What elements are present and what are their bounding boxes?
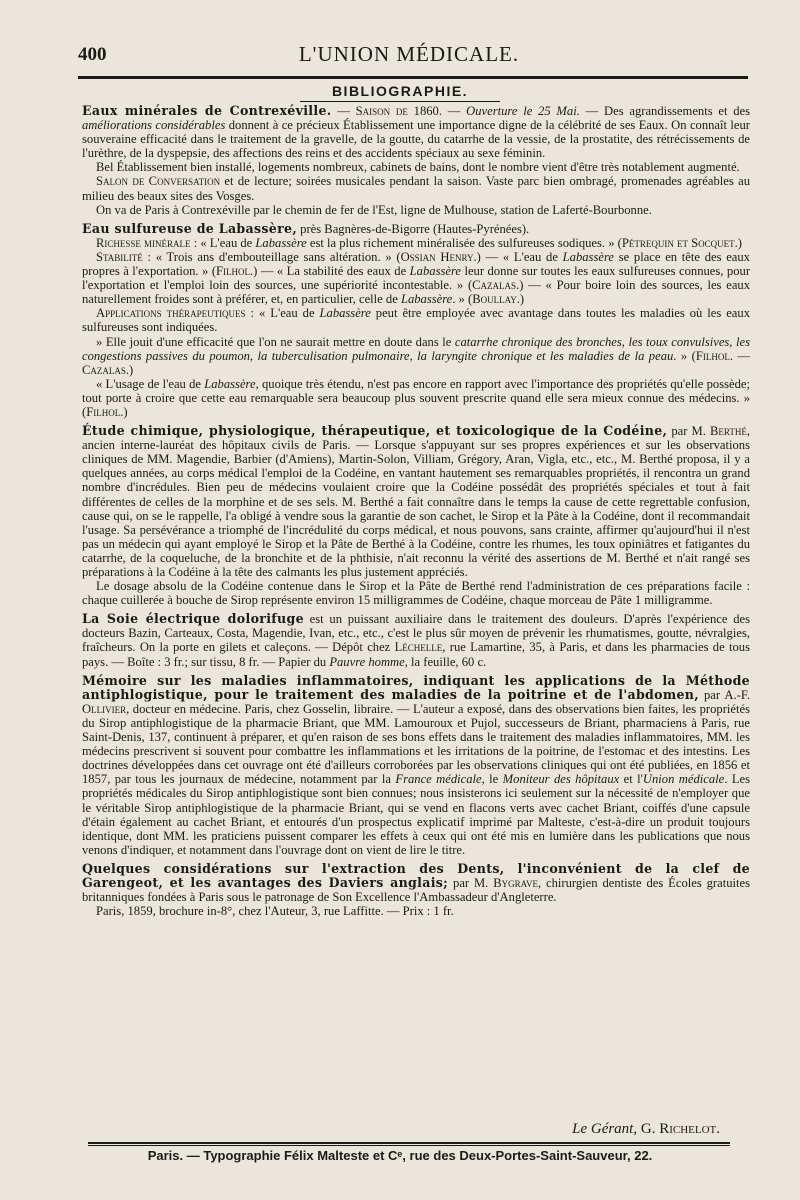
text-run: . — [729, 348, 750, 363]
text-run: On va de Paris à Contrexéville par le chemin de fer de l'Est, ligne de Mulhouse, station de Laferté-Bourbonne. [96, 202, 652, 217]
text-run: donnent à ce précieux Établissement une importance digne de la célébrité de ses Eaux. On connaît leur souveraine efficacité dans le traitement de la gravelle, de la goutte, du catarrhe de la vessie, de la prostatite, des rétrécissements de l'urèthre, de la dyspepsie, des affections des reins et des accidents spéciaux au sexe féminin. [82, 118, 750, 161]
text-run: Cazalas [82, 362, 126, 377]
text-run: améliorations considérables [82, 118, 226, 133]
text-run: . » ( [673, 348, 696, 363]
entry-paragraph [82, 203, 750, 217]
text-run: « L'eau de [254, 306, 320, 321]
text-run: Labassère [409, 264, 461, 279]
text-run: .) — « La stabilité des eaux de [250, 264, 410, 279]
footer-rule [88, 1142, 730, 1144]
text-run: Ouverture le 25 Mai. [466, 104, 580, 118]
entry-heading: Étude chimique, physiologique, thérapeutique, et toxicologique de la Codéine, [82, 423, 668, 439]
text-run: .) [734, 235, 742, 250]
bibliography-entry [82, 104, 750, 217]
text-run: Moniteur des hôpitaux [502, 772, 620, 787]
text-run: se place en tête des eaux propres à l'exportation. » ( [82, 249, 750, 279]
printer-imprint: Paris. — Typographie Félix Malteste et Cᵉ, rue des Deux-Portes-Saint-Sauveur, 22. [147, 1148, 653, 1163]
text-run: , le [481, 772, 503, 787]
header-rule [78, 76, 748, 79]
text-run: .) — « Pour boire loin des sources, les eaux naturellement froides sont à préférer, et, en particulier, celle de [82, 278, 750, 307]
entry-paragraph [82, 250, 750, 306]
text-run: — [331, 104, 356, 118]
entry-heading: Eaux minérales de Contrexéville. [82, 104, 332, 118]
entry-paragraph [82, 904, 750, 918]
text-run: est un puissant auxiliaire dans le traitement des douleurs. D'après l'expérience des docteurs Bazin, Carteaux, Costa, Magendie, Ivan, etc., etc., c'est le plus sûr moyen de prévenir les rhumatismes, goutte, névralgies, fraîcheurs. On la porte en gilets et caleçons. — Dépôt chez [82, 612, 750, 655]
text-run: et de lecture; soirées musicales pendant la saison. Vaste parc bien ombragé, promenades agréables au milieu des beaux sites des Vosges. [82, 174, 750, 203]
page-number: 400 [78, 44, 107, 65]
text-run: Filhol [216, 264, 251, 279]
text-run: Ollivier [82, 701, 127, 716]
text-run: Ossian Henry [400, 249, 474, 264]
text-run: près Bagnères-de-Bigorre (Hautes-Pyrénées). [297, 221, 530, 236]
text-run: , ancien interne-lauréat des hôpitaux civils de Paris. — Lorsque s'appuyant sur ses propres expériences et sur les observations cliniques de MM. Magendie, Barbier (d'Amiens), Martin-Solon, Villiam, Grégory, Aran, Vigla, etc., etc., M. Berthé proposa, il y a quelques années, au corps médical l'emploi de la Codéine, en vantant hautement ses remarquables propriétés, il rencontra un grand nombre d'incrédules. Bien peu de médecins voulaient croire que la Codéine possédât des propriétés spéciales et tout à fait différentes de celles de la morphine et de ses sels. M. Berthé a fait connaître dans le temps la cause de cette regrettable confusion, cause qui, on se le rappelle, l'a obligé à vendre sous la garantie de son cachet, le Sirop et la Pâte à la Codéine, dont il recommandait l'usage. Sa persévérance a triomphé de l'incrédulité du corps médical, et nous pouvons, sans crainte, affirmer qu'aujourd'hui il n'est pas un médecin qui ayant employé le Sirop et la Pâte de Berthé à la Codéine, contre les rhumes, les toux opiniâtres et fatigantes du catarrhe, de la coqueluche, de la bronchite et de la phthisie, n'ait reconnu la vérité des assertions de M. Berthé et n'ait rangé ses préparations à la Codéine à la tête des calmants les plus justement appréciés. [82, 424, 750, 579]
entry-lead-paragraph [82, 424, 750, 579]
bibliography-entry [82, 424, 750, 607]
text-run: Cazalas [472, 278, 517, 293]
text-run: . Les propriétés médicales du Sirop antiphlogistique sont bien connues; nous insisterons ici seulement sur la nécessité de n'employer que le véritable Sirop antiphlogistique de la pharmacie Briant, qui se vend en flacons verts avec cachet Briant, coiffés d'une capsule d'étain également au cachet Briant, et entourés d'un prospectus explicatif imprimé par Malteste, c'est-à-dire un produit toujours identique, dont MM. les praticiens puissent comparer les effets à ceux qui ont été mis en lumière dans les publications que nous venons d'indiquer, et notamment dans l'ouvrage dont on vient de lire le titre. [82, 772, 750, 857]
journal-title: L'UNION MÉDICALE. [298, 42, 520, 66]
text-run: — [442, 104, 467, 118]
text-run: Berthé [710, 424, 747, 439]
section-rule [300, 101, 500, 102]
text-run: Labassère [255, 235, 307, 250]
text-run: Richesse minérale : [96, 235, 198, 250]
text-run: Paris, 1859, brochure in-8°, chez l'Auteur, 3, rue Laffitte. — Prix : 1 fr. [96, 904, 454, 919]
signature-name: G. Richelot. [640, 1121, 720, 1137]
entry-heading: Quelques considérations sur l'extraction des Dents, l'inconvénient de la clef de Garengeot, et les avantages des Daviers anglais; [82, 860, 750, 890]
text-run: Labassère [319, 306, 371, 321]
text-run: catarrhe chronique des bronches, les toux convulsives, les congestions passives du poumon, la tuberculisation pulmonaire, la laryngite chronique et les maladies de la peau [82, 334, 750, 363]
entry-paragraph [82, 174, 750, 202]
page-header [78, 40, 740, 70]
text-run: France médicale [395, 772, 482, 787]
entry-paragraph [82, 335, 750, 377]
entry-lead-paragraph [82, 862, 750, 904]
text-run: , docteur en médecine. Paris, chez Gosselin, libraire. — L'auteur a exposé, dans des observations bien faites, les propriétés du Sirop antiphlogistique de la pharmacie Briant, que MM. Lamouroux et Pujol, successeurs de Briant, pharmaciens à Paris, rue Saint-Denis, 137, continuent à préparer, et qu'en raison de ses bons effets dans le traitement des maladies inflammatoires, MM. les médecins prescrivent si souvent pour combattre les inflammations et les irritations de la poitrine, de l'estomac et des intestins. Les doctrines développées dans cet ouvrage ont été d'ailleurs corroborées par les observations cliniques qui ont été publiées, en 1856 et 1857, par tous les journaux de médecine, notamment par la [82, 701, 750, 787]
text-run: Le dosage absolu de la Codéine contenue dans le Sirop et la Pâte de Berthé rend l'administration de ces préparations facile : chaque cuillerée à bouche de Sirop représente environ 15 milligrammes de Codéine, chaque morceau de Pâte 1 milligramme. [82, 579, 750, 608]
text-run: Bygrave [493, 875, 538, 890]
text-run: Labassère [562, 249, 614, 264]
text-run: » Elle jouit d'une efficacité que l'on ne saurait mettre en doute dans le [96, 334, 455, 349]
text-run: , chirurgien dentiste des Écoles gratuites britanniques fondées à Paris sous le patronage de Son Excellence l'Ambassadeur d'Angleterre. [82, 875, 750, 905]
entry-paragraph [82, 579, 750, 607]
text-run: Boullay [472, 292, 517, 307]
bibliography-entry [82, 674, 750, 857]
text-run: « Trois ans d'embouteillage sans altération. » ( [151, 249, 401, 264]
text-run: peut être employée avec avantage dans toutes les maladies où les eaux sulfureuses sont indiquées. [82, 306, 750, 335]
text-run: , rue Lamartine, 35, à Paris, et dans les pharmacies de tous pays. — Boîte : 3 fr.; sur tissu, 8 fr. — Papier du [82, 640, 750, 669]
text-run: — Des agrandissements et des [579, 104, 750, 118]
text-run: Pétrequin et Socquet [621, 235, 735, 250]
text-run: .) — « L'eau de [473, 249, 563, 264]
text-run: .) [120, 404, 128, 419]
text-run: , la feuille, 60 c. [404, 654, 487, 669]
text-run: par M. [448, 875, 494, 890]
text-run: .) [125, 362, 134, 377]
text-run: Labassère [400, 292, 453, 307]
text-run: « L'usage de l'eau de [96, 376, 205, 391]
entry-paragraph [82, 160, 750, 174]
signature-label: Le Gérant, [572, 1121, 638, 1137]
text-run: Bel Établissement bien installé, logements nombreux, cabinets de bains, dont le nombre vient d'être très notablement augmenté. [96, 160, 740, 175]
text-run: et l' [619, 772, 643, 787]
entry-lead-paragraph [82, 612, 750, 668]
bibliography-entry [82, 862, 750, 918]
text-run: Union médicale [642, 772, 725, 787]
text-run: Filhol [86, 404, 121, 419]
text-run: . » ( [452, 292, 473, 307]
entry-lead-paragraph [82, 222, 750, 236]
text-run: Pauvre homme [329, 654, 405, 669]
text-run: Salon de Conversation [96, 174, 221, 189]
bibliography-entry [82, 222, 750, 419]
bibliography-entry [82, 612, 750, 668]
entry-paragraph [82, 236, 750, 250]
text-run: Saison de 1860. [355, 104, 442, 118]
entry-paragraph [82, 306, 750, 334]
text-run: leur donne sur toutes les eaux sulfureuses connues, pour l'exportation et l'emploi loin des sources, une supériorité incontestable. » ( [82, 264, 750, 293]
entry-heading: Eau sulfureuse de Labassère, [82, 220, 298, 236]
text-run: , quoique très étendu, n'est pas encore en rapport avec l'importance des propriétés qu'elle possède; tout porte à croire que cette eau remarquable sera beaucoup plus souvent prescrite quand elle sera mieux connue des médecins. » ( [82, 376, 750, 419]
text-run: .) [516, 292, 525, 307]
section-title: BIBLIOGRAPHIE. [331, 83, 469, 99]
text-run: « L'eau de [197, 235, 256, 250]
text-run: Labassère [204, 376, 256, 391]
text-run: Filhol [695, 348, 730, 363]
text-run: par M. [667, 424, 710, 439]
entry-heading: Mémoire sur les maladies inflammatoires, indiquant les applications de la Méthode antiphlogistique, pour le traitement des maladies de la poitrine et de l'abdomen, [82, 672, 750, 702]
text-run: est la plus richement minéralisée des sulfureuses sodiques. » ( [306, 235, 622, 250]
entry-lead-paragraph [82, 104, 750, 160]
footer-rule-thin [88, 1145, 730, 1146]
entry-heading: La Soie électrique dolorifuge [82, 611, 304, 627]
signature [572, 1121, 720, 1138]
entry-paragraph [82, 377, 750, 419]
text-run: Applications thérapeutiques : [96, 306, 255, 321]
text-run: par A.-F. [698, 687, 750, 702]
article-body [82, 104, 750, 1104]
text-run: Stabilité : [96, 249, 151, 264]
text-run: Léchelle [394, 640, 443, 655]
entry-lead-paragraph [82, 674, 750, 857]
